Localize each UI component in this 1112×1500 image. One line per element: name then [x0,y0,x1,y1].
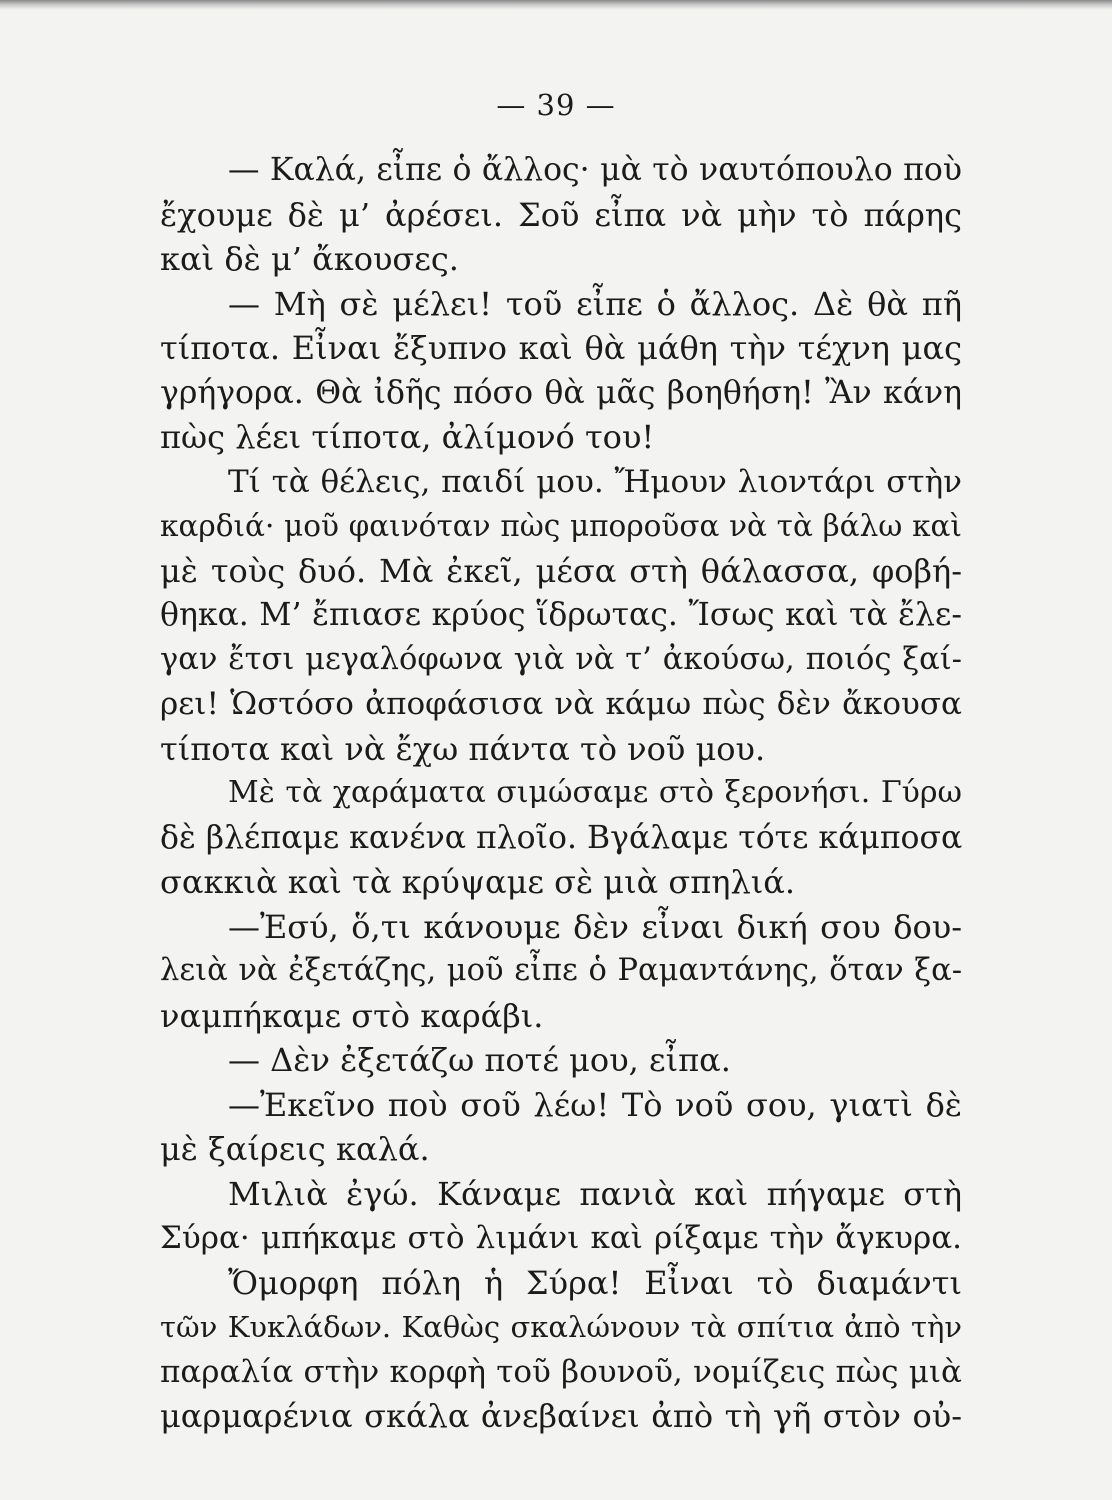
text-line: καρδιά· μοῦ φαινόταν πὼς μποροῦσα νὰ τὰ βάλω καὶ [160,509,962,543]
text-line: Τί τὰ θέλεις, παιδί μου. Ἤμουν λιοντάρι στὴν [228,463,962,500]
text-line: — Δὲν ἐξετάζω ποτέ μου, εἶπα. [228,1041,731,1079]
text-line: μαρμαρένια σκάλα ἀνεβαίνει ἀπὸ τὴ γῆ στὸν οὐ- [160,1397,962,1435]
page-number: — 39 — [496,88,616,122]
text-line: γαν ἔτσι μεγαλόφωνα γιὰ νὰ τ’ ἀκούσω, ποιός ξαί- [160,641,962,677]
text-line: Μιλιὰ ἐγώ. Κάναμε πανιὰ καὶ πήγαμε στὴ [228,1174,962,1213]
text-line: ρει! Ὡστόσο ἀποφάσισα νὰ κάμω πὼς δὲν ἄκουσα [160,686,962,722]
text-line: ἔχουμε δὲ μ’ ἀρέσει. Σοῦ εἶπα νὰ μὴν τὸ πάρης [160,195,962,234]
body-text [160,148,962,1439]
text-line: λειὰ νὰ ἐξετάζης, μοῦ εἶπε ὁ Ραμαντάνης, ὅταν ξα- [160,953,962,988]
text-line: σακκιὰ καὶ τὰ κρύψαμε σὲ μιὰ σπηλιά. [160,863,796,901]
text-line: μὲ τοὺς δυό. Μὰ ἐκεῖ, μέσα στὴ θάλασσα, φοβή- [160,551,962,590]
text-line: Μὲ τὰ χαράματα σιμώσαμε στὸ ξερονήσι. Γύρω [228,775,962,810]
text-line: —Ἐσύ, ὅ,τι κάνουμε δὲν εἶναι δική σου δου- [228,907,962,946]
text-line: — Καλά, εἶπε ὁ ἄλλος· μὰ τὸ ναυτόπουλο ποὺ [228,152,962,188]
text-line: τίποτα. Εἶναι ἔξυπνο καὶ θὰ μάθη τὴν τέχνη μας [160,329,962,367]
page-top-edge [0,0,1112,10]
text-line: παραλία στὴν κορφὴ τοῦ βουνοῦ, νομίζεις πὼς μιὰ [160,1353,962,1390]
text-line: καὶ δὲ μ’ ἄκουσες. [160,240,459,278]
text-line: — Μὴ σὲ μέλει! τοῦ εἶπε ὁ ἄλλος. Δὲ θὰ πῆ [228,284,962,323]
text-line: τίποτα καὶ νὰ ἔχω πάντα τὸ νοῦ μου. [160,729,766,768]
text-line: Ὄμορφη πόλη ἡ Σύρα! Εἶναι τὸ διαμάντι [228,1263,962,1302]
text-line: —Ἐκεῖνο ποὺ σοῦ λέω! Τὸ νοῦ σου, γιατὶ δὲ [228,1085,962,1124]
text-line: γρήγορα. Θὰ ἰδῆς πόσο θὰ μᾶς βοηθήση! Ἂν κάνη [160,374,962,411]
text-line: θηκα. Μ’ ἔπιασε κρύος ἵδρωτας. Ἴσως καὶ τὰ ἔλε- [160,597,962,633]
text-line: πὼς λέει τίποτα, ἀλίμονό του! [160,418,655,456]
text-line: Σύρα· μπήκαμε στὸ λιμάνι καὶ ρίξαμε τὴν ἄγκυρα. [160,1220,962,1256]
text-line: δὲ βλέπαμε κανένα πλοῖο. Βγάλαμε τότε κάμποσα [160,819,963,856]
text-line: μὲ ξαίρεις καλά. [160,1130,430,1168]
text-line: ναμπήκαμε στὸ καράβι. [160,996,544,1035]
text-line: τῶν Κυκλάδων. Καθὼς σκαλώνουν τὰ σπίτια ἀπὸ τὴν [160,1310,962,1344]
